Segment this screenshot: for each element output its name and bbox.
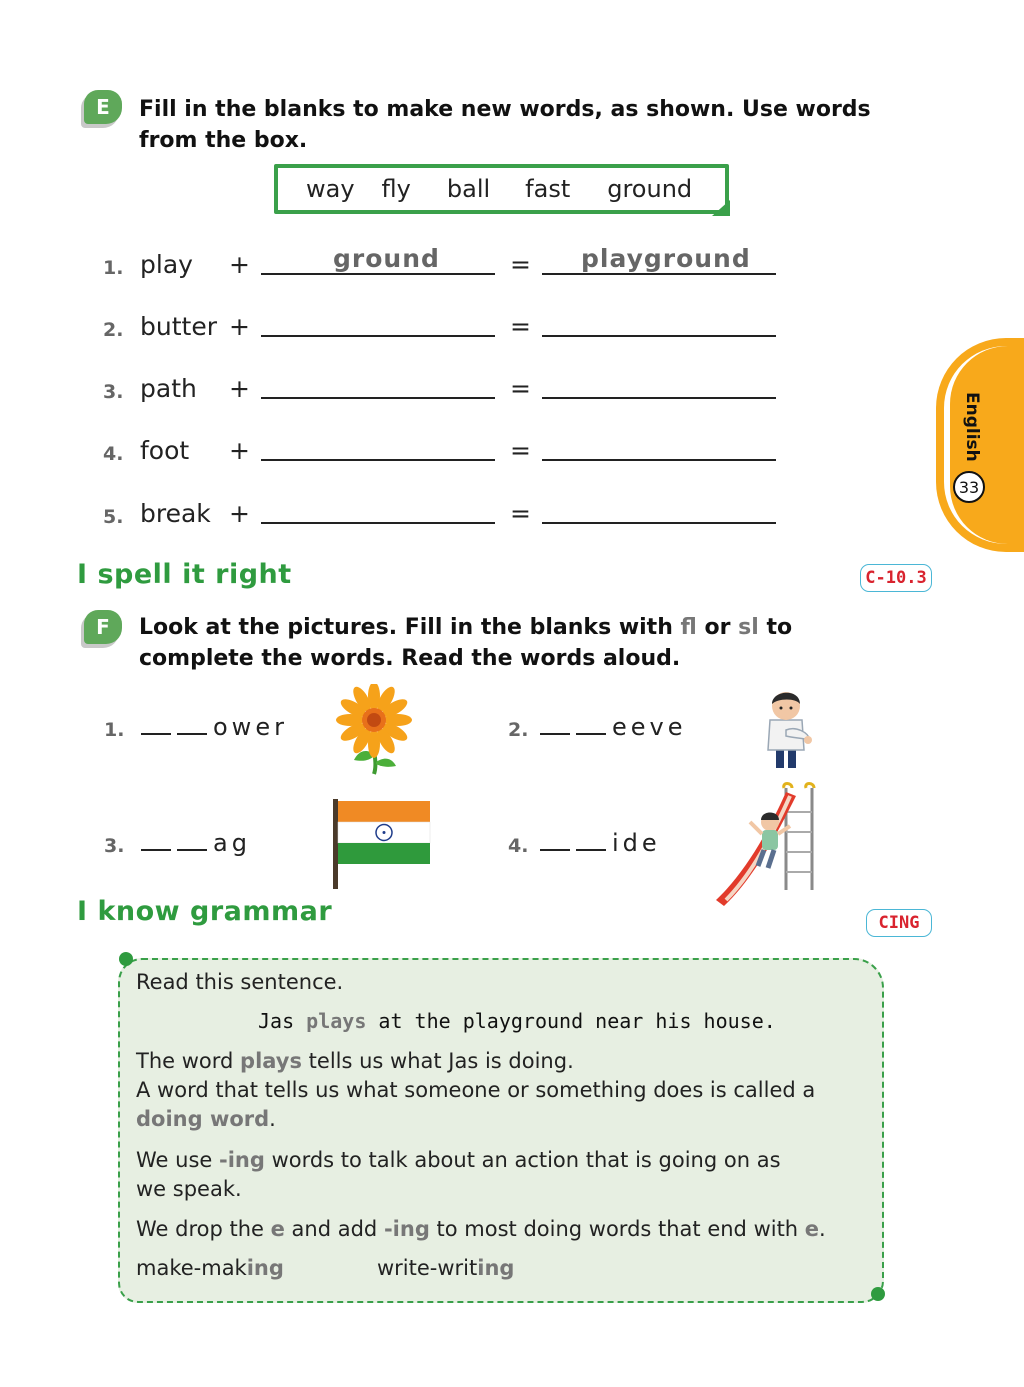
plus-sign: + (229, 250, 250, 279)
text: A word that tells us what someone or something does is called a (136, 1078, 816, 1102)
highlight: e (270, 1217, 285, 1241)
sentence-part: at the playground near his house. (366, 1009, 776, 1033)
blank-line-1[interactable] (261, 273, 495, 275)
item-number: 3. (104, 835, 125, 857)
equals-sign: = (510, 499, 531, 528)
row-number: 4. (103, 443, 124, 465)
text: . (819, 1217, 826, 1241)
row-number: 2. (103, 319, 124, 341)
text: We use (136, 1148, 219, 1172)
row-word: path (140, 374, 197, 403)
blank-line-2[interactable] (542, 522, 776, 524)
word-row (0, 244, 800, 288)
exercise-f-instruction (139, 612, 909, 674)
text: We drop the (136, 1217, 271, 1241)
text: The word (136, 1049, 241, 1073)
blank-line-2[interactable] (542, 397, 776, 399)
grammar-heading: I know grammar (77, 896, 333, 927)
blank-line-2[interactable] (542, 335, 776, 337)
highlight: e (804, 1217, 820, 1241)
grammar-paragraph-2 (136, 1076, 836, 1134)
grammar-paragraph-3 (136, 1146, 816, 1204)
word-box (274, 164, 729, 214)
example-make-making (136, 1254, 396, 1283)
equals-sign: = (510, 250, 531, 279)
blank-line-1[interactable] (261, 459, 495, 461)
grammar-code: CING (866, 909, 932, 937)
word-blank[interactable] (141, 713, 288, 741)
text: words to talk about an action that is going on as we speak. (136, 1148, 781, 1201)
text: to most doing words that end with (429, 1217, 805, 1241)
word-ending: eeve (612, 713, 687, 741)
word-row (0, 497, 800, 537)
flag-icon (330, 797, 434, 891)
sl-highlight: sl (738, 615, 759, 640)
blank-line-1[interactable] (261, 522, 495, 524)
highlight: doing word (136, 1107, 270, 1131)
row-word: butter (140, 312, 217, 341)
word-box-word: ball (446, 175, 491, 203)
box-corner-dot (871, 1287, 885, 1301)
curriculum-code: C-10.3 (860, 564, 932, 592)
blank-line-1[interactable] (261, 397, 495, 399)
sleeve-icon (756, 686, 816, 772)
sample-answer-2: playground (581, 244, 751, 273)
highlight: -ing (218, 1148, 265, 1172)
highlight: -ing (383, 1217, 430, 1241)
sentence-part: Jas (258, 1009, 307, 1033)
equals-sign: = (510, 312, 531, 341)
box-corner-dot (119, 952, 133, 966)
blank-line-2[interactable] (542, 273, 776, 275)
equals-sign: = (510, 374, 531, 403)
fl-highlight: fl (680, 615, 697, 640)
blank-line-2[interactable] (542, 459, 776, 461)
slide-icon (714, 782, 822, 908)
instruction-text: Look at the pictures. Fill in the blanks with (139, 615, 681, 640)
word-row (0, 310, 800, 350)
item-number: 1. (104, 719, 125, 741)
word-ending: ower (213, 713, 288, 741)
word-ending: ag (213, 829, 251, 857)
item-number: 2. (508, 719, 529, 741)
word-ending: ide (612, 829, 661, 857)
instruction-text: or (696, 615, 739, 640)
highlight: ing (246, 1256, 284, 1280)
word-box-word: fast (525, 175, 571, 203)
instruction-text: to complete the words. Read the words aloud. (139, 615, 793, 671)
grammar-paragraph-1 (136, 1047, 856, 1076)
word-blank[interactable] (141, 829, 251, 857)
text: make-mak (136, 1256, 247, 1280)
text: write-writ (377, 1256, 478, 1280)
word-blank[interactable] (540, 713, 687, 741)
highlight: ing (477, 1256, 515, 1280)
word-blank[interactable] (540, 829, 661, 857)
plus-sign: + (229, 436, 250, 465)
row-word: foot (140, 436, 190, 465)
page-number: 33 (953, 471, 985, 503)
subject-label: English (962, 392, 982, 462)
word-box-word: ground (607, 175, 693, 203)
highlight: plays (240, 1049, 302, 1073)
sample-answer-1: ground (333, 244, 440, 273)
exercise-f-badge: F (84, 610, 122, 644)
example-write-writing (377, 1254, 637, 1283)
grammar-paragraph-4 (136, 1215, 876, 1244)
grammar-read-line: Read this sentence. (136, 970, 344, 994)
word-row (0, 434, 800, 474)
row-number: 3. (103, 381, 124, 403)
word-box-word: way (306, 175, 355, 203)
text: and add (284, 1217, 384, 1241)
row-word: play (140, 250, 193, 279)
blank-line-1[interactable] (261, 335, 495, 337)
exercise-e-instruction: Fill in the blanks to make new words, as shown. Use words from the box. (139, 97, 871, 153)
row-number: 1. (103, 257, 124, 279)
text: . (269, 1107, 276, 1131)
row-number: 5. (103, 506, 124, 528)
flower-icon (334, 684, 416, 776)
plus-sign: + (229, 374, 250, 403)
text: tells us what Jas is doing. (301, 1049, 574, 1073)
equals-sign: = (510, 436, 531, 465)
word-row (0, 372, 800, 412)
plus-sign: + (229, 312, 250, 341)
word-box-word: fly (381, 175, 411, 203)
item-number: 4. (508, 835, 529, 857)
plus-sign: + (229, 499, 250, 528)
spell-heading: I spell it right (77, 559, 292, 590)
exercise-e-badge: E (84, 90, 122, 124)
row-word: break (140, 499, 211, 528)
example-sentence (258, 1009, 776, 1033)
sentence-verb: plays (306, 1009, 367, 1033)
